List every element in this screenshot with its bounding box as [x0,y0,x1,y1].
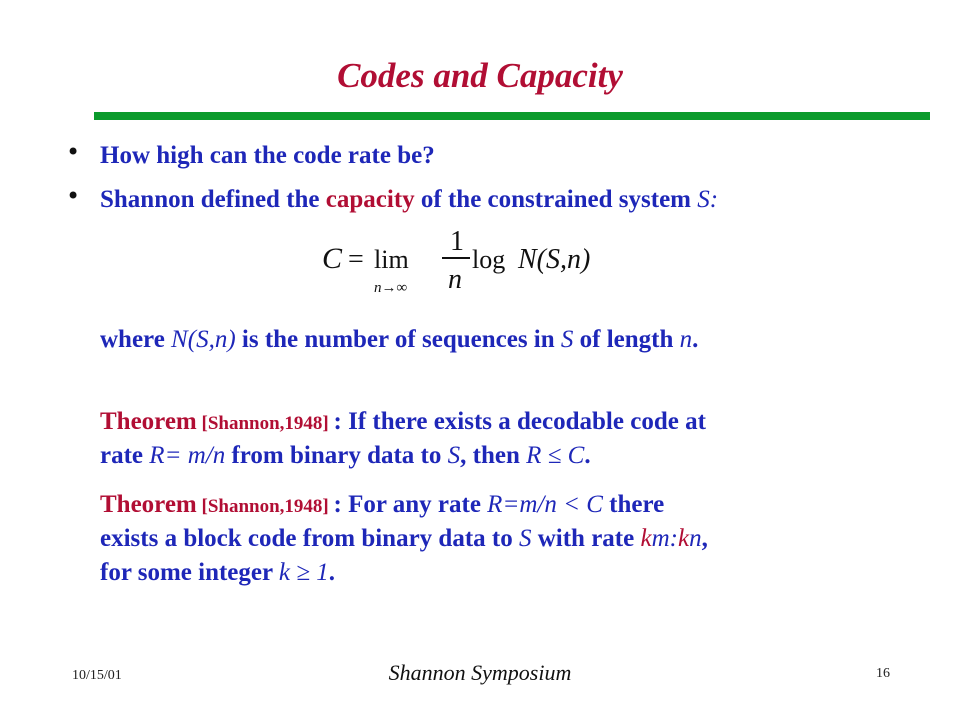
t2-for-some: for some integer [100,559,279,586]
capacity-formula [300,222,630,302]
theorem-2-line-2 [100,523,708,554]
formula-lim: lim [374,245,409,274]
t2-comma: , [701,525,708,552]
theorem-1-line-1 [100,406,706,439]
formula-equals: = [348,244,364,275]
t2-n: n [689,525,702,552]
theorem-1-text: : If there exists a decodable code at [333,408,706,435]
theorem-2-label: Theorem [100,491,197,518]
where-w5: of length [573,326,680,353]
t1-eq: = [164,442,188,469]
capacity-term: capacity [325,186,415,213]
title-underline-rule [94,112,930,120]
where-paren-close: ) [227,326,236,353]
t2-final-period: . [328,559,335,586]
slide-title: Codes and Capacity [337,56,623,95]
theorem-1-label: Theorem [100,408,197,435]
t2-k2: k [677,525,690,552]
where-w4: is the number of sequences in [235,326,561,353]
where-args: S,n [196,326,228,353]
formula-argument: N(S,n) [518,244,591,275]
t1-then: , then [460,442,527,469]
footer-event: Shannon Symposium [388,660,572,685]
where-paren-open: ( [187,326,197,353]
where-w1: where [100,326,172,353]
t2-k: k [278,559,290,586]
bullet-2-mid: of the constrained system [414,186,698,213]
theorem-1-citation: [Shannon,1948] [196,413,334,434]
t2-C: C [586,491,603,518]
system-variable: S [697,186,710,213]
t2-k1: k [640,525,652,552]
t1-C: C [567,442,585,469]
page-number: 16 [876,666,890,681]
t2-mn: m/n [519,491,557,518]
t1-S: S [447,442,461,469]
bullet-dot-icon: • [66,182,81,210]
where-line [100,324,698,355]
t1-R: R [149,442,165,469]
t2-with-rate: with rate [531,525,641,552]
bullet-2-text [100,184,718,215]
theorem-2-line-1 [100,489,664,522]
bullet-1-text: How high can the code rate be? [100,142,435,169]
formula-denominator: n [448,264,462,295]
formula-log: log [472,245,506,274]
t2-R: R [487,491,503,518]
footer-date: 10/15/01 [72,668,122,683]
t1-rate: rate [100,442,150,469]
theorem-2-citation: [Shannon,1948] [196,496,334,517]
where-period: . [692,326,699,353]
t2-there: there [602,491,665,518]
t2-eq: = [502,491,520,518]
theorem-1-line-2 [100,440,591,471]
t2-ge: ≥ [290,559,317,586]
where-S: S [560,326,574,353]
t2-one: 1 [316,559,329,586]
formula-numerator: 1 [450,226,464,257]
t2-m: m [651,525,670,552]
t2-for: : For any rate [333,491,488,518]
t2-lt: < [556,491,587,518]
t1-period: . [584,442,591,469]
t1-from: from binary data to [225,442,448,469]
bullet-dot-icon: • [66,138,81,166]
formula-lim-subscript: n→∞ [374,280,408,296]
bullet-2-pre: Shannon defined the [100,186,326,213]
formula-lhs: C [322,242,343,275]
theorem-2-line-3 [100,557,335,588]
where-N: N [171,326,188,353]
t2-colon: : [669,525,678,552]
t1-mn: m/n [187,442,226,469]
t2-exists: exists a block code from binary data to [100,525,519,552]
t1-R2: R [526,442,542,469]
where-n: n [679,326,693,353]
bullet-2-post: : [709,186,719,213]
t1-le: ≤ [541,442,568,469]
t2-S: S [518,525,532,552]
